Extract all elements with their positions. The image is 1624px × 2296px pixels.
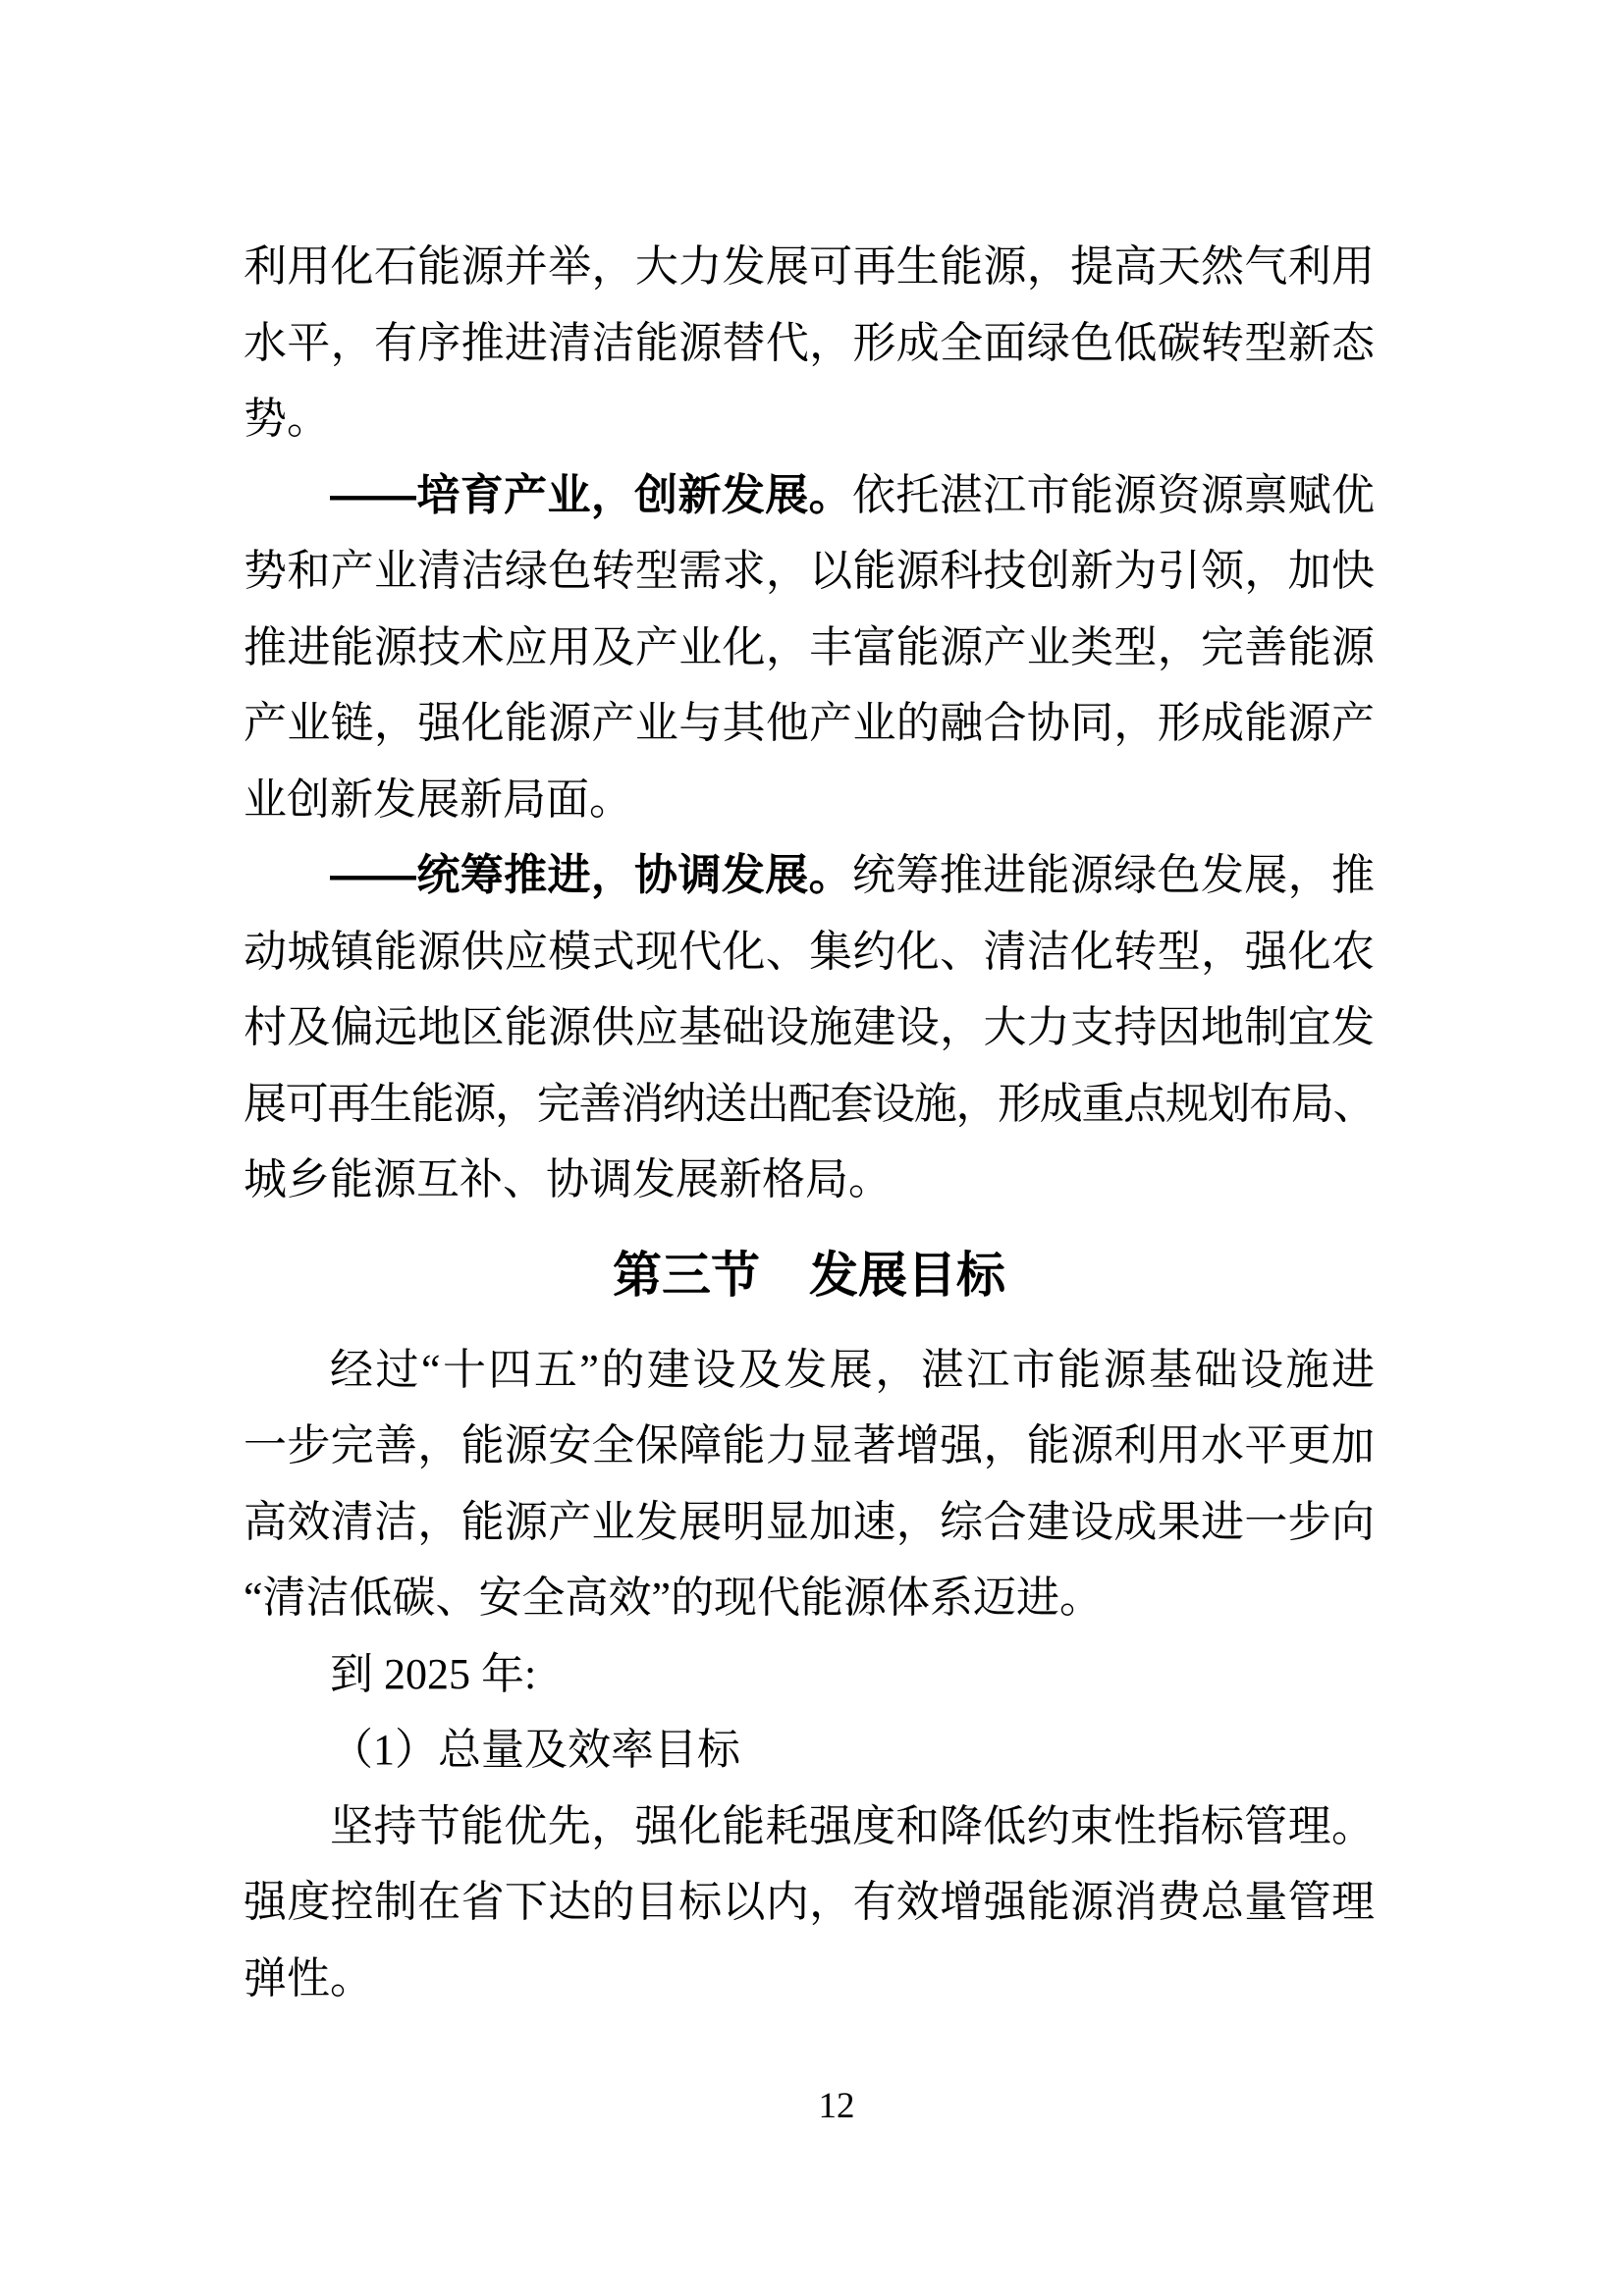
text-run: “清洁低碳、安全高效”的现代能源体系迈进。 <box>244 1574 1104 1622</box>
text-line <box>244 305 1375 382</box>
text-line <box>244 1484 1375 1561</box>
text-run: 业创新发展新局面。 <box>244 774 632 824</box>
text-line <box>244 1066 1375 1143</box>
text-line <box>244 762 1375 838</box>
text-run: 水平，有序推进清洁能源替代，形成全面绿色低碳转型新态 <box>244 318 1375 367</box>
text-line <box>244 610 1375 686</box>
text-line <box>244 914 1375 990</box>
document-body <box>244 229 1375 2016</box>
text-run: 展可再生能源，完善消纳送出配套设施，形成重点规划布局、 <box>244 1079 1375 1128</box>
text-run: 强度控制在省下达的目标以内，有效增强能源消费总量管理 <box>244 1878 1375 1926</box>
text-line <box>244 1712 1375 1789</box>
text-line <box>244 457 1375 534</box>
text-line <box>244 1941 1375 2017</box>
section-heading <box>244 1218 1375 1332</box>
text-line <box>244 533 1375 610</box>
text-line <box>244 1789 1375 1865</box>
text-run: 利用化石能源并举，大力发展可再生能源，提高天然气利用 <box>244 242 1375 291</box>
text-run: （1）总量及效率目标 <box>330 1726 740 1774</box>
text-run: 坚持节能优先，强化能耗强度和降低约束性指标管理。 <box>330 1801 1375 1850</box>
text-run: 村及偏远地区能源供应基础设施建设，大力支持因地制宜发 <box>244 1003 1375 1051</box>
text-run: 动城镇能源供应模式现代化、集约化、清洁化转型，强化农 <box>244 927 1375 976</box>
page-number: 12 <box>818 2086 855 2126</box>
text-line <box>244 1332 1375 1409</box>
text-run: 经过“十四五”的建设及发展，湛江市能源基础设施进 <box>330 1345 1375 1394</box>
bold-text-run: 第三节 发展目标 <box>613 1247 1005 1303</box>
text-run: 产业链，强化能源产业与其他产业的融合协同，形成能源产 <box>244 699 1375 747</box>
text-run: 城乡能源互补、协调发展新格局。 <box>244 1155 892 1203</box>
text-run: 依托湛江市能源资源禀赋优 <box>852 470 1375 519</box>
text-line <box>244 1408 1375 1484</box>
text-run: 统筹推进能源绿色发展，推 <box>852 851 1375 899</box>
text-run: 弹性。 <box>244 1953 373 2002</box>
text-line <box>244 381 1375 457</box>
text-line <box>244 1142 1375 1218</box>
text-run: 到 2025 年: <box>330 1649 537 1698</box>
text-line <box>244 685 1375 762</box>
text-run: 高效清洁，能源产业发展明显加速，综合建设成果进一步向 <box>244 1497 1375 1546</box>
text-line <box>244 837 1375 914</box>
text-run: 推进能源技术应用及产业化，丰富能源产业类型，完善能源 <box>244 622 1375 671</box>
bold-text-run: ——培育产业，创新发展。 <box>330 470 852 519</box>
text-line <box>244 1864 1375 1941</box>
bold-text-run: ——统筹推进，协调发展。 <box>330 851 852 899</box>
text-line <box>244 989 1375 1066</box>
text-line <box>244 1560 1375 1636</box>
text-run: 势和产业清洁绿色转型需求，以能源科技创新为引领，加快 <box>244 547 1375 595</box>
text-line <box>244 229 1375 305</box>
text-line <box>244 1636 1375 1713</box>
text-run: 势。 <box>244 395 330 443</box>
text-run: 一步完善，能源安全保障能力显著增强，能源利用水平更加 <box>244 1421 1375 1469</box>
